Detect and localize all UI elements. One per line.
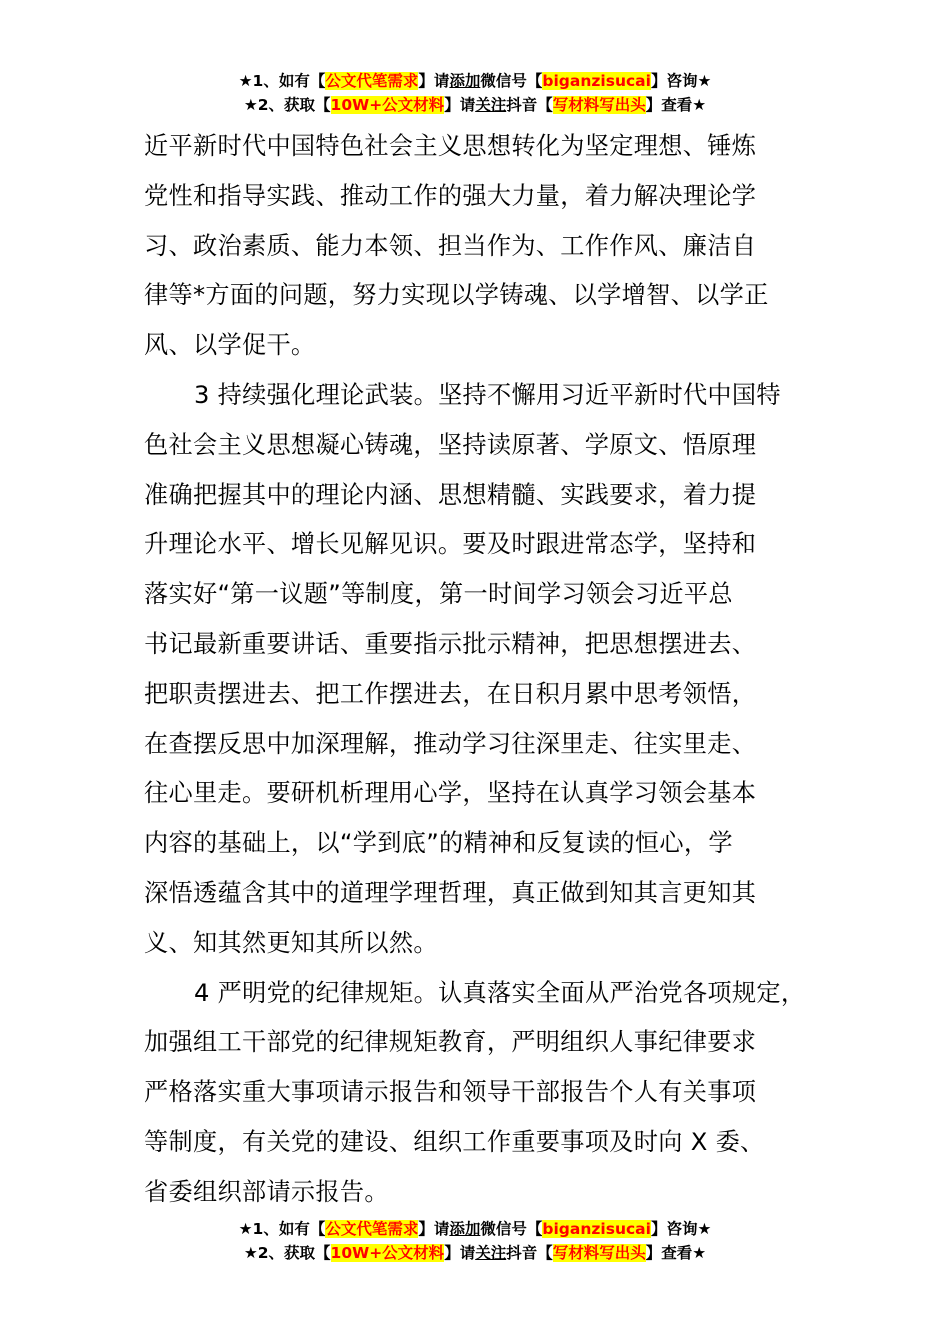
highlight-douyin-account: 写材料写出头 bbox=[552, 1244, 646, 1262]
text-line: 习、政治素质、能力本领、担当作为、工作作风、廉洁自 bbox=[144, 231, 757, 260]
banner-text: 微信号【 bbox=[480, 1220, 543, 1238]
text-line: 在查摆反思中加深理解，推动学习往深里走、往实里走、 bbox=[144, 729, 757, 758]
text-line: 党性和指导实践、推动工作的强大力量，着力解决理论学 bbox=[144, 181, 757, 210]
text-line: 严格落实重大事项请示报告和领导干部报告个人有关事项 bbox=[144, 1078, 757, 1107]
underlined-word: 关注 bbox=[475, 96, 507, 114]
highlight-materials: 10W+公文材料 bbox=[330, 1244, 445, 1262]
banner-line-2 bbox=[0, 93, 950, 117]
text-line: 把职责摆进去、把工作摆进去，在日积月累中思考领悟， bbox=[144, 679, 757, 708]
banner-text: ★1、如有【 bbox=[238, 72, 326, 90]
banner-text: 】请 bbox=[444, 96, 476, 114]
banner-text: 】咨询★ bbox=[650, 1220, 712, 1238]
underlined-word: 关注 bbox=[475, 1244, 507, 1262]
text-line: 内容的基础上，以“学到底”的精神和反复读的恒心，学 bbox=[144, 829, 733, 858]
underlined-word: 添加 bbox=[449, 1220, 481, 1238]
banner-text: ★1、如有【 bbox=[238, 1220, 326, 1238]
banner-line-1 bbox=[0, 1217, 950, 1241]
text-line: 近平新时代中国特色社会主义思想转化为坚定理想、锤炼 bbox=[144, 132, 757, 160]
section-heading-line: 4 严明党的纪律规矩。认真落实全面从严治党各项规定， bbox=[194, 978, 806, 1007]
banner-text: 微信号【 bbox=[480, 72, 543, 90]
text-line: 准确把握其中的理论内涵、思想精髓、实践要求，着力提 bbox=[144, 480, 757, 509]
header-banner bbox=[0, 69, 950, 117]
text-line: 加强组工干部党的纪律规矩教育，严明组织人事纪律要求 bbox=[144, 1028, 757, 1057]
highlight-douyin-account: 写材料写出头 bbox=[552, 96, 646, 114]
highlight-service: 公文代笔需求 bbox=[325, 72, 419, 90]
text-line: 深悟透蕴含其中的道理学理哲理，真正做到知其言更知其 bbox=[144, 878, 757, 907]
banner-text: 】咨询★ bbox=[650, 72, 712, 90]
banner-text: 】查看★ bbox=[645, 96, 707, 114]
highlight-wechat-id: biganzisucai bbox=[542, 72, 651, 90]
highlight-materials: 10W+公文材料 bbox=[330, 96, 445, 114]
banner-text: ★2、获取【 bbox=[243, 96, 331, 114]
banner-line-2 bbox=[0, 1241, 950, 1265]
footer-banner bbox=[0, 1217, 950, 1265]
text-line: 升理论水平、增长见解见识。要及时跟进常态学，坚持和 bbox=[144, 530, 757, 559]
text-line: 省委组织部请示报告。 bbox=[144, 1177, 389, 1206]
text-line: 等制度，有关党的建设、组织工作重要事项及时向 X 委、 bbox=[144, 1127, 765, 1156]
text-line: 律等*方面的问题，努力实现以学铸魂、以学增智、以学正 bbox=[144, 281, 769, 310]
banner-text: 抖音【 bbox=[506, 1244, 553, 1262]
banner-text: 抖音【 bbox=[506, 96, 553, 114]
banner-text: 】请 bbox=[418, 1220, 450, 1238]
document-body bbox=[144, 122, 834, 1218]
text-line: 色社会主义思想凝心铸魂，坚持读原著、学原文、悟原理 bbox=[144, 430, 757, 459]
underlined-word: 添加 bbox=[449, 72, 481, 90]
text-line: 风、以学促干。 bbox=[144, 331, 316, 360]
banner-text: 】请 bbox=[444, 1244, 476, 1262]
text-line: 义、知其然更知其所以然。 bbox=[144, 928, 438, 957]
highlight-wechat-id: biganzisucai bbox=[542, 1220, 651, 1238]
section-heading-line: 3 持续强化理论武装。坚持不懈用习近平新时代中国特 bbox=[194, 380, 781, 409]
text-line: 往心里走。要研机析理用心学，坚持在认真学习领会基本 bbox=[144, 779, 757, 808]
text-line: 落实好“第一议题”等制度，第一时间学习领会习近平总 bbox=[144, 580, 733, 609]
text-line: 书记最新重要讲话、重要指示批示精神，把思想摆进去、 bbox=[144, 629, 757, 658]
banner-line-1 bbox=[0, 69, 950, 93]
highlight-service: 公文代笔需求 bbox=[325, 1220, 419, 1238]
banner-text: 】请 bbox=[418, 72, 450, 90]
banner-text: ★2、获取【 bbox=[243, 1244, 331, 1262]
banner-text: 】查看★ bbox=[645, 1244, 707, 1262]
